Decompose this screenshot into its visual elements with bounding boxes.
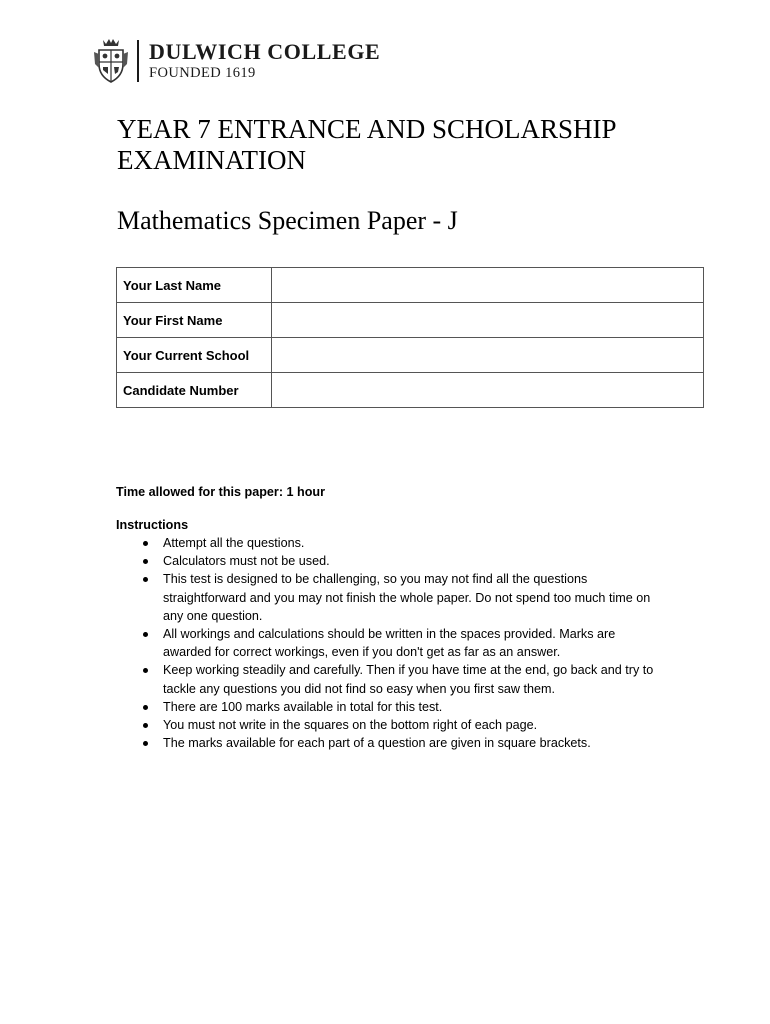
list-item <box>116 698 656 716</box>
college-logo <box>94 38 380 84</box>
bullet-icon <box>143 723 148 728</box>
instruction-text: All workings and calculations should be written in the spaces provided. Marks are awarded for correct workings, even if you don't get as far as an answer. <box>163 627 616 660</box>
list-item <box>116 534 656 552</box>
bullet-icon <box>143 705 148 710</box>
table-row <box>117 338 704 373</box>
instruction-text: You must not write in the squares on the bottom right of each page. <box>163 718 538 733</box>
bullet-icon <box>143 559 148 564</box>
last-name-field[interactable] <box>272 268 704 303</box>
instruction-text: Calculators must not be used. <box>163 554 330 569</box>
candidate-number-label: Candidate Number <box>117 373 272 408</box>
list-item <box>116 716 656 734</box>
college-crest-icon <box>94 38 128 84</box>
bullet-icon <box>143 541 148 546</box>
table-row <box>117 373 704 408</box>
list-item <box>116 570 656 625</box>
instruction-text: There are 100 marks available in total for this test. <box>163 699 443 714</box>
time-allowed: Time allowed for this paper: 1 hour <box>116 485 325 499</box>
list-item <box>116 552 656 570</box>
list-item <box>116 661 656 697</box>
instructions-list <box>116 534 656 752</box>
founded-year: FOUNDED 1619 <box>149 65 256 81</box>
instruction-text: This test is designed to be challenging, so you may not find all the questions straightforward and you may not finish the whole paper. Do not spend too much time on any one question. <box>163 572 651 623</box>
first-name-label: Your First Name <box>117 303 272 338</box>
paper-title: Mathematics Specimen Paper - J <box>117 206 458 235</box>
table-row <box>117 303 704 338</box>
bullet-icon <box>143 577 148 582</box>
list-item <box>116 734 656 752</box>
current-school-label: Your Current School <box>117 338 272 373</box>
instructions-heading: Instructions <box>116 518 189 532</box>
current-school-field[interactable] <box>272 338 704 373</box>
candidate-number-field[interactable] <box>272 373 704 408</box>
table-row <box>117 268 704 303</box>
instruction-text: Keep working steadily and carefully. Then if you have time at the end, go back and try to tackle any questions you did not find so easy when you first saw them. <box>163 663 654 696</box>
candidate-details-table <box>116 267 704 408</box>
exam-title: YEAR 7 ENTRANCE AND SCHOLARSHIP EXAMINATION <box>117 114 616 175</box>
logo-divider <box>137 40 139 82</box>
first-name-field[interactable] <box>272 303 704 338</box>
list-item <box>116 625 656 661</box>
bullet-icon <box>143 632 148 637</box>
bullet-icon <box>143 741 148 746</box>
instruction-text: The marks available for each part of a question are given in square brackets. <box>163 736 591 751</box>
college-name: DULWICH COLLEGE <box>149 39 381 64</box>
instruction-text: Attempt all the questions. <box>163 536 305 550</box>
bullet-icon <box>143 668 148 673</box>
last-name-label: Your Last Name <box>117 268 272 303</box>
